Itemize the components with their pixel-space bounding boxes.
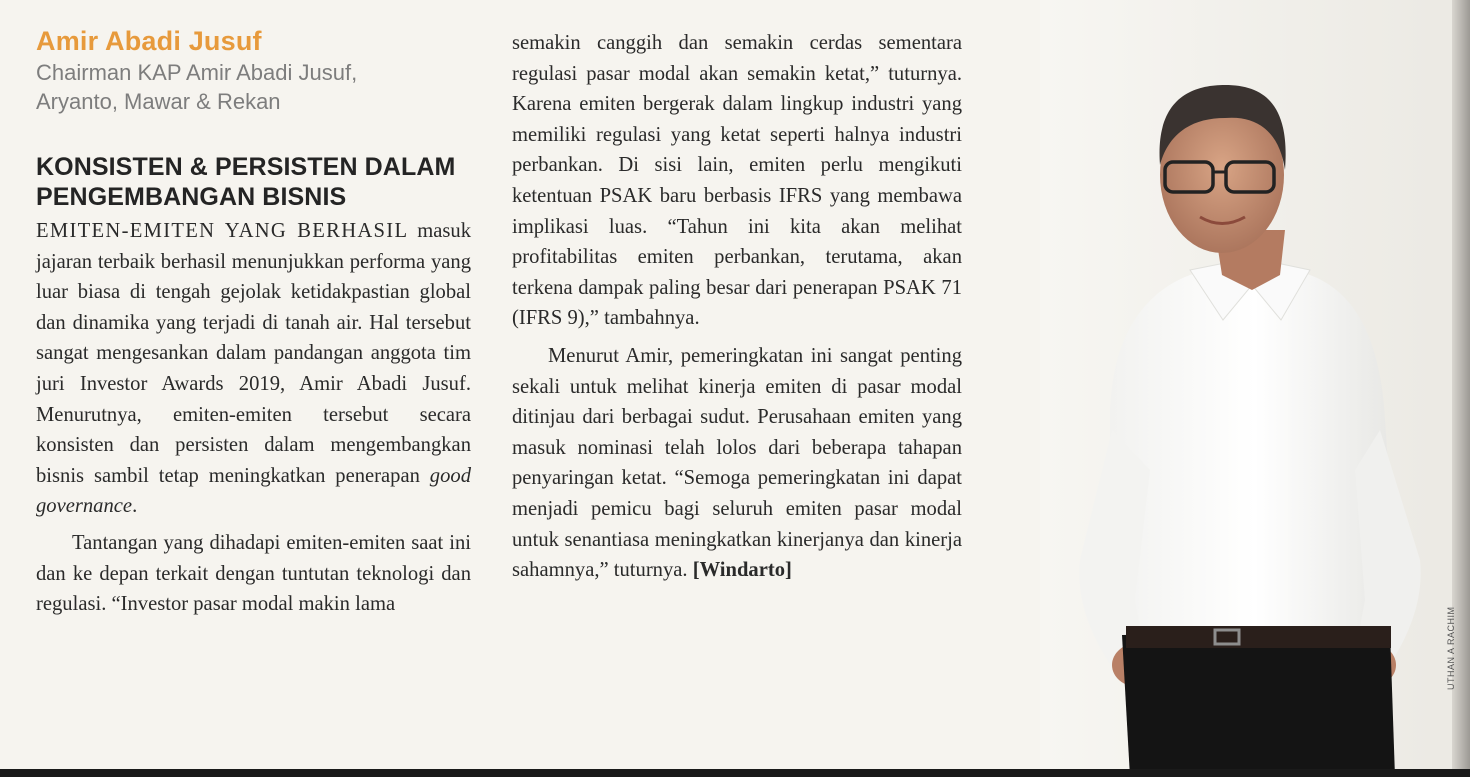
person-name: Amir Abadi Jusuf — [36, 26, 262, 56]
paragraph-2-continued: semakin canggih dan semakin cerdas sementara regulasi pasar modal akan semakin ketat,” tuturnya. Karena emiten bergerak dalam lingkup industri yang memiliki regulasi yang ketat seperti halnya industri perbankan. Di sisi lain, emiten perlu mengikuti ketentuan PSAK baru berbasis IFRS yang membawa implikasi luas. “Tahun ini kita akan melihat profitabilitas emiten perbankan, terutama, akan terkena dampak paling besar dari penerapan PSAK 71 (IFRS 9),” tambahnya. — [512, 32, 962, 330]
person-role-line1: Chairman KAP Amir Abadi Jusuf, — [36, 60, 358, 85]
paragraph-1-end: . — [132, 495, 138, 518]
bottom-rule — [0, 769, 1470, 777]
person-role-line2: Aryanto, Mawar & Rekan — [36, 89, 281, 114]
article-heading — [36, 152, 471, 212]
paragraph-3-text: Menurut Amir, pemeringkatan ini sangat penting sekali untuk melihat kinerja emiten di pasar modal ditinjau dari berbagai sudut. Perusahaan emiten yang masuk nominasi telah lolos dari beberapa tahapan penyaringan ketat. “Semoga pemeringkatan ini dapat menjadi pemicu bagi seluruh emiten pasar modal untuk senantiasa meningkatkan kinerjanya dan kinerja sahamnya,” tuturnya. — [512, 344, 962, 582]
byline: [Windarto] — [692, 559, 792, 582]
middle-column — [512, 28, 962, 586]
paragraph-1-body: masuk jajaran terbaik berhasil menunjukkan performa yang luar biasa di tengah gejolak ketidakpastian global dan dinamika yang terjadi di tanah air. Hal tersebut sangat mengesankan dalam pandangan anggota tim juri Investor Awards 2019, Amir Abadi Jusuf. Menurutnya, emiten-emiten tersebut secara konsisten dan persisten dalam mengembangkan bisnis sambil tetap meningkatkan penerapan — [36, 220, 471, 487]
paragraph-1 — [36, 216, 471, 522]
heading-line2: PENGEMBANGAN BISNIS — [36, 183, 347, 211]
left-column — [36, 24, 471, 620]
portrait-photo — [1040, 0, 1470, 777]
photo-credit: UTHAN A RACHIM — [1446, 606, 1456, 690]
paragraph-3 — [512, 341, 962, 586]
paragraph-1-italic: good governance — [36, 464, 471, 518]
heading-line1: KONSISTEN & PERSISTEN DALAM — [36, 153, 456, 181]
paragraph-1-lead: EMITEN-EMITEN YANG BERHASIL — [36, 220, 409, 242]
paragraph-2: Tantangan yang dihadapi emiten-emiten saat ini dan ke depan terkait dengan tuntutan teknologi dan regulasi. “Investor pasar modal makin lama — [36, 531, 471, 616]
